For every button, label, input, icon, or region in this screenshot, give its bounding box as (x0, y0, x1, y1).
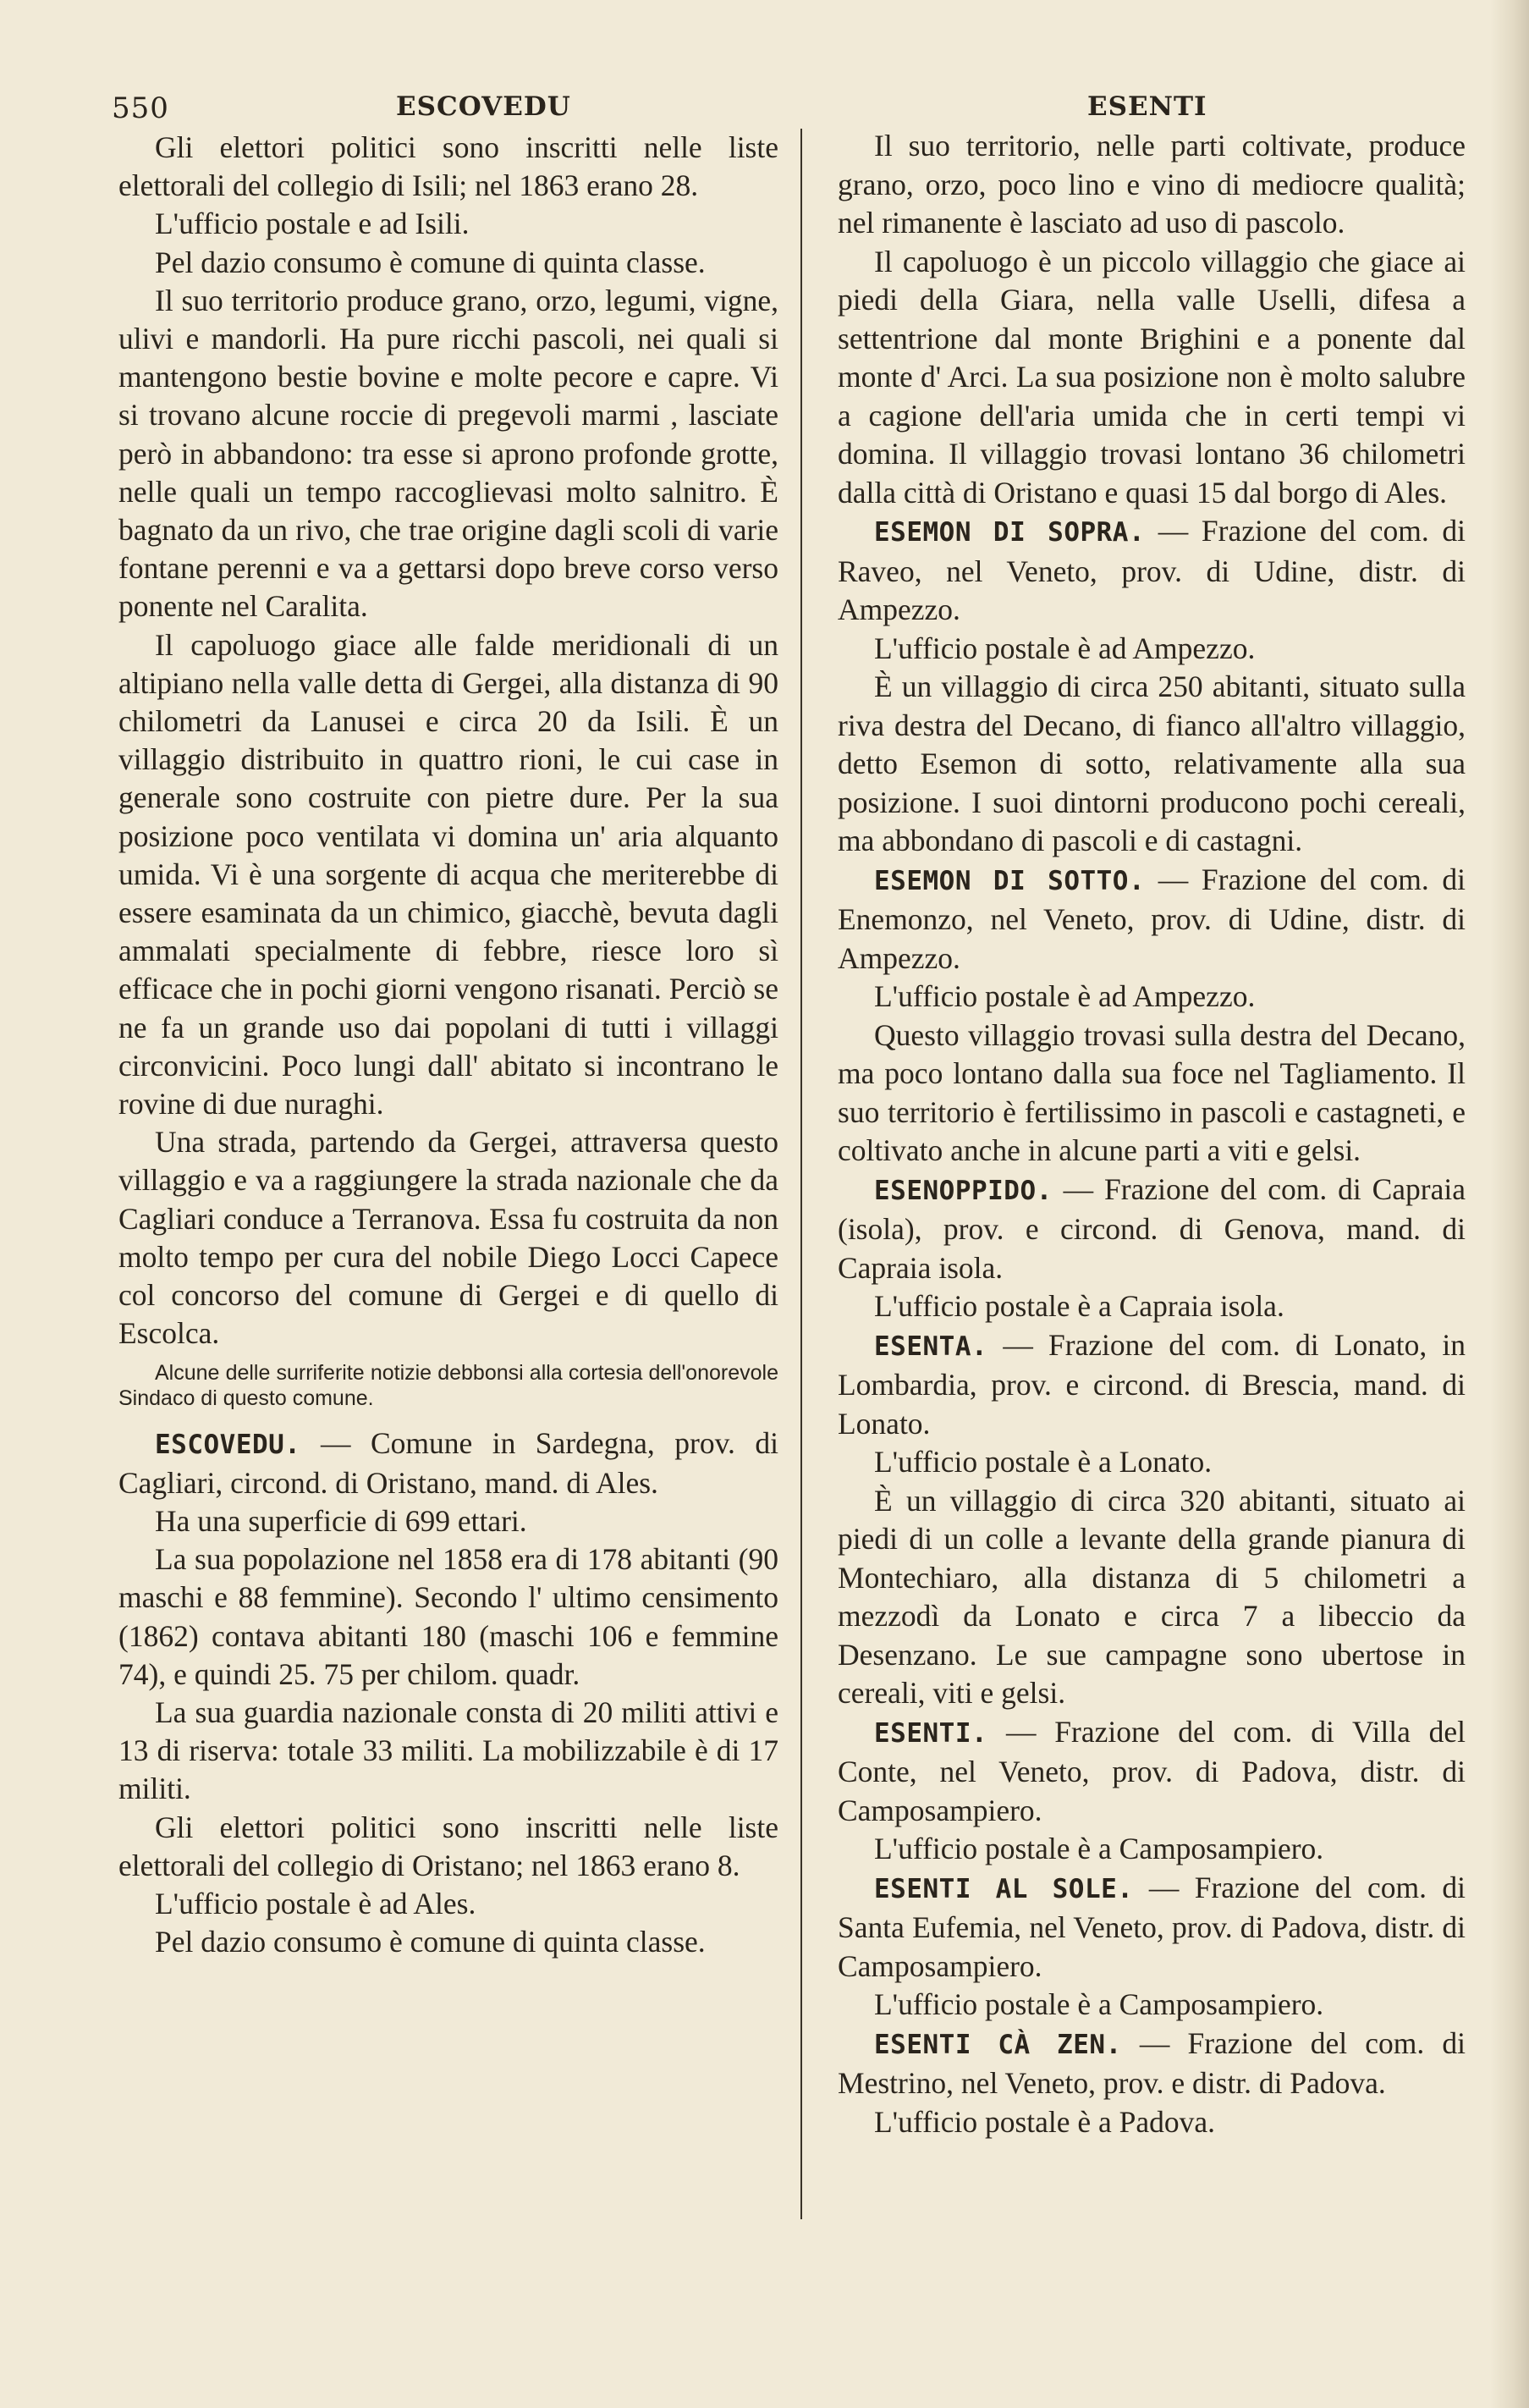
entry-heading: ESCOVEDU. (155, 1429, 301, 1460)
entry-text: — Frazione del com. di Santa Eufemia, nel Veneto, prov. di Padova, distr. di Camposampiero. (838, 1870, 1466, 1983)
entry-esenti-al-sole (838, 1869, 1466, 1986)
paragraph: L'ufficio postale è a Capraia isola. (874, 1289, 1284, 1323)
left-column (118, 129, 778, 1961)
paragraph: È un villaggio di circa 320 abitanti, situato ai piedi di un colle a levante della grande pianura di Montechiaro, alla distanza di 5 chilometri a mezzodì da Lonato e circa 7 a libeccio da Desenzano. Le sue campagne sono ubertose in cereali, viti e gelsi. (838, 1483, 1466, 1710)
paragraph: L'ufficio postale e ad Isili. (155, 207, 470, 241)
paragraph: Gli elettori politici sono inscritti nelle liste elettorali del collegio di Isili; nel 1863 erano 28. (118, 130, 778, 203)
column-divider (800, 129, 802, 2219)
entry-text: — Frazione del com. di Enemonzo, nel Veneto, prov. di Udine, distr. di Ampezzo. (838, 862, 1466, 975)
paragraph: Il suo territorio, nelle parti coltivate, produce grano, orzo, poco lino e vino di mediocre qualità; nel rimanente è lasciato ad uso di pascolo. (838, 129, 1466, 240)
entry-heading: ESEMON DI SOPRA. (874, 517, 1146, 548)
entry-heading: ESENTI. (874, 1717, 988, 1749)
paragraph: È un villaggio di circa 250 abitanti, situato sulla riva destra del Decano, di fianco all'altro villaggio, detto Esemon di sotto, relativamente alla sua posizione. I suoi dintorni producono pochi cereali, ma abbondano di pascoli e di castagni. (838, 670, 1466, 857)
entry-esenti (838, 1713, 1466, 1831)
paragraph: Questo villaggio trovasi sulla destra del Decano, ma poco lontano dalla sua foce nel Tagliamento. Il suo territorio è fertilissimo in pascoli e castagneti, e coltivato anche in alcune parti a viti e gelsi. (838, 1017, 1466, 1167)
entry-text: — Comune in Sardegna, prov. di Cagliari, circond. di Oristano, mand. di Ales. (118, 1425, 778, 1500)
paragraph: Il suo territorio produce grano, orzo, legumi, vigne, ulivi e mandorli. Ha pure ricchi pascoli, nei quali si mantengono bestie bovine e molte pecore e capre. Vi si trovano alcune roccie di pregevoli marmi , lasciate però in abbandono: tra esse si aprono profonde grotte, nelle quali un tempo raccoglievasi molto salnitro. È bagnato da un rivo, che trae origine dagli scoli di varie fontane perenni e va a gettarsi dopo breve corso verso ponente nel Caralita. (118, 283, 778, 624)
running-head-left: ESCOVEDU (396, 91, 571, 122)
paragraph: Il capoluogo giace alle falde meridionali di un altipiano nella valle detta di Gergei, alla distanza di 90 chilometri da Lanusei e circa 20 da Isili. È un villaggio distribuito in quattro rioni, le cui case in generale sono costruite con pietre dure. Per la sua posizione poco ventilata vi domina un' aria alquanto umida. Vi è una sorgente di acqua che meriterebbe di essere esaminata da un chimico, giacchè, bevuta dagli ammalati specialmente di febbre, riesce loro sì efficace che in pochi giorni vengono risanati. Perciò se ne fa un grande uso dai popolani di tutti i villaggi circonvicini. Poco lungi dall' abitato si incontrano le rovine di due nuraghi. (118, 627, 778, 1121)
entry-heading: ESENTI CÀ ZEN. (874, 2029, 1122, 2060)
entry-heading: ESENTI AL SOLE. (874, 1873, 1134, 1904)
footnote: Alcune delle surriferite notizie debbonsi alla cortesia dell'onorevole Sindaco di questo comune. (118, 1360, 778, 1410)
paragraph: Pel dazio consumo è comune di quinta classe. (155, 1925, 706, 1959)
entry-esenti-ca-zen (838, 2025, 1466, 2103)
entry-text: — Frazione del com. di Lonato, in Lombardia, prov. e circond. di Brescia, mand. di Lonato. (838, 1327, 1466, 1441)
entry-heading: ESENTA. (874, 1331, 988, 1362)
paragraph: L'ufficio postale è ad Ales. (155, 1886, 476, 1920)
paragraph: La sua guardia nazionale consta di 20 militi attivi e 13 di riserva: totale 33 militi. La mobilizzabile è di 17 militi. (118, 1694, 778, 1806)
entry-heading: ESEMON DI SOTTO. (874, 865, 1146, 896)
page-number: 550 (112, 91, 169, 125)
entry-text: — Frazione del com. di Capraia (isola), prov. e circond. di Genova, mand. di Capraia isola. (838, 1171, 1466, 1285)
running-head-right: ESENTI (1087, 91, 1207, 122)
entry-escovedu (118, 1424, 778, 1502)
paragraph: L'ufficio postale è a Camposampiero. (874, 1832, 1324, 1865)
entry-esemon-di-sotto (838, 861, 1466, 978)
paragraph: Il capoluogo è un piccolo villaggio che giace ai piedi della Giara, nella valle Uselli, difesa a settentrione dal monte Brighini e a ponente dal monte d' Arci. La sua posizione non è molto salubre a cagione dell'aria umida che in certi tempi vi domina. Il villaggio trovasi lontano 36 chilometri dalla città di Oristano e quasi 15 dal borgo di Ales. (838, 244, 1466, 510)
paragraph: Ha una superficie di 699 ettari. (155, 1503, 527, 1538)
paragraph: Una strada, partendo da Gergei, attraversa questo villaggio e va a raggiungere la strada nazionale che da Cagliari conduce a Terranova. Essa fu costruita da non molto tempo per cura del nobile Diego Locci Capece col concorso del comune di Gergei e di quello di Escolca. (118, 1125, 778, 1351)
paragraph: La sua popolazione nel 1858 era di 178 abitanti (90 maschi e 88 femmine). Secondo l' ultimo censimento (1862) contava abitanti 180 (maschi 106 e femmine 74), e quindi 25. 75 per chilom. quadr. (118, 1542, 778, 1691)
paragraph: L'ufficio postale è ad Ampezzo. (874, 631, 1256, 665)
paragraph: L'ufficio postale è ad Ampezzo. (874, 979, 1256, 1013)
paragraph: L'ufficio postale è a Camposampiero. (874, 1987, 1324, 2021)
paragraph: Gli elettori politici sono inscritti nelle liste elettorali del collegio di Oristano; nel 1863 erano 8. (118, 1810, 778, 1882)
paragraph: Pel dazio consumo è comune di quinta classe. (155, 245, 706, 279)
entry-text: — Frazione del com. di Villa del Conte, nel Veneto, prov. di Padova, distr. di Camposampiero. (838, 1714, 1466, 1827)
entry-esenoppido (838, 1171, 1466, 1288)
entry-esenta (838, 1326, 1466, 1444)
page-edge-shadow (1490, 0, 1529, 2408)
paragraph: L'ufficio postale è a Padova. (874, 2104, 1216, 2139)
entry-esemon-di-sopra (838, 512, 1466, 630)
entry-heading: ESENOPPIDO. (874, 1175, 1053, 1206)
paragraph: L'ufficio postale è a Lonato. (874, 1445, 1213, 1479)
entry-text: — Frazione del com. di Raveo, nel Veneto, prov. di Udine, distr. di Ampezzo. (838, 514, 1466, 626)
entry-text: — Frazione del com. di Mestrino, nel Veneto, prov. e distr. di Padova. (838, 2025, 1466, 2100)
right-column (838, 127, 1466, 2141)
